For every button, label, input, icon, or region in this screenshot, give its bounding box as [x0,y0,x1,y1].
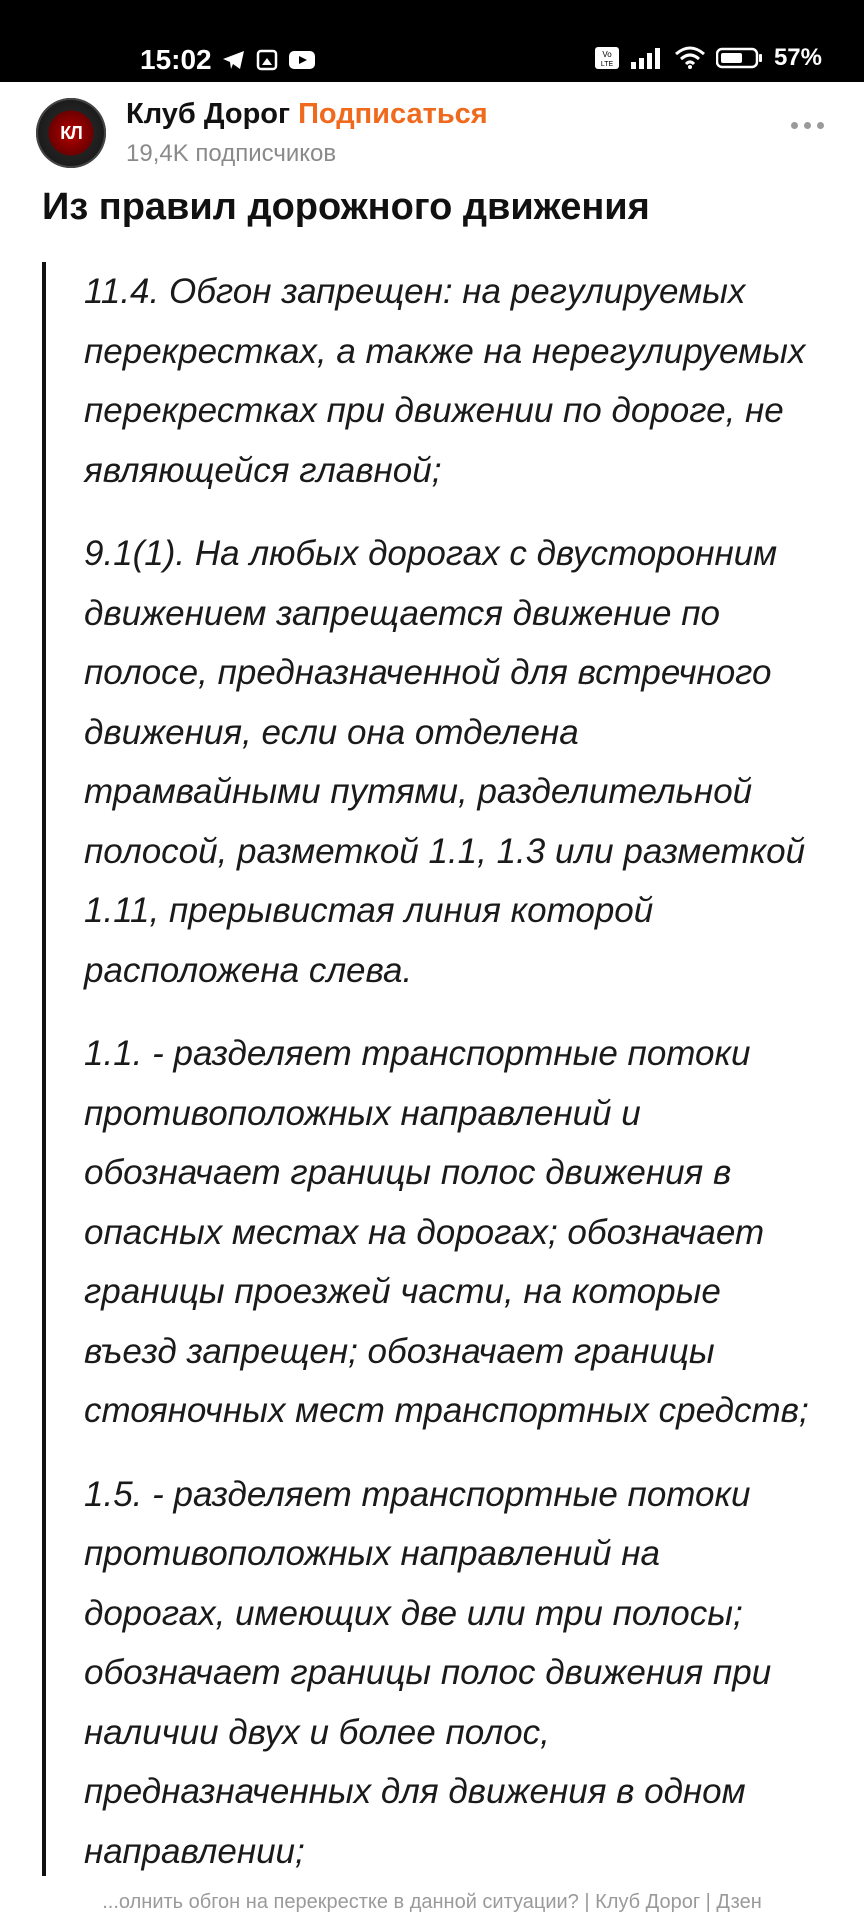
article-title: Из правил дорожного движения [42,186,650,228]
wifi-icon [674,46,706,70]
more-dot [791,122,798,129]
gallery-icon [256,49,278,71]
more-dot [804,122,811,129]
telegram-icon [222,49,246,71]
battery-icon [716,46,764,70]
more-options-icon[interactable] [791,122,824,129]
status-bar-right [594,44,822,72]
channel-name[interactable]: Клуб Дорог [126,98,291,130]
status-time: 15:02 [140,44,212,75]
quote-paragraph: 11.4. Обгон запрещен: на регулируемых перекрестках, а также на нерегулируемых перекрестках при движении по дороге, не являющейся главной; [84,272,806,490]
subscriber-count: 19,4K подписчиков [126,140,337,167]
svg-text:Vo: Vo [602,50,612,59]
quote-paragraph: 1.1. - разделяет транспортные потоки противоположных направлений и обозначает границы полос движения в опасных местах на дорогах; обозначает границы проезжей части, на которые въезд запрещен; обозначает границы стояночных мест транспортных средств; [84,1034,809,1430]
page-footer-caption: ...олнить обгон на перекрестке в данной ситуации? | Клуб Дорог | Дзен [102,1891,762,1913]
avatar-logo-text: КЛ [60,122,82,143]
svg-text:LTE: LTE [600,61,614,68]
status-bar [0,0,864,82]
quote-paragraph: 9.1(1). На любых дорогах с двусторонним движением запрещается движение по полосе, предназначенной для встречного движения, если она отделена трамвайными путями, разделительной полосой, разметкой 1.1, 1.3 или разметкой 1.11, прерывистая линия которой расположена слева. [84,534,806,990]
channel-avatar[interactable] [36,98,106,168]
more-dot [817,122,824,129]
youtube-icon [288,50,316,70]
battery-percentage: 57% [773,44,822,71]
volte-icon [594,46,620,70]
quote-paragraph: 1.5. - разделяет транспортные потоки противоположных направлений на дорогах, имеющих две или три полосы; обозначает границы полос движения при наличии двух и более полос, предназначенных для движения в одном направлении; [84,1474,772,1871]
channel-row [126,98,488,131]
quote-content [84,262,864,1905]
subscribe-button[interactable]: Подписаться [298,98,488,130]
signal-icon [630,46,664,70]
status-bar-left [140,44,316,76]
channel-header [0,82,864,182]
article-quote [42,262,836,1876]
